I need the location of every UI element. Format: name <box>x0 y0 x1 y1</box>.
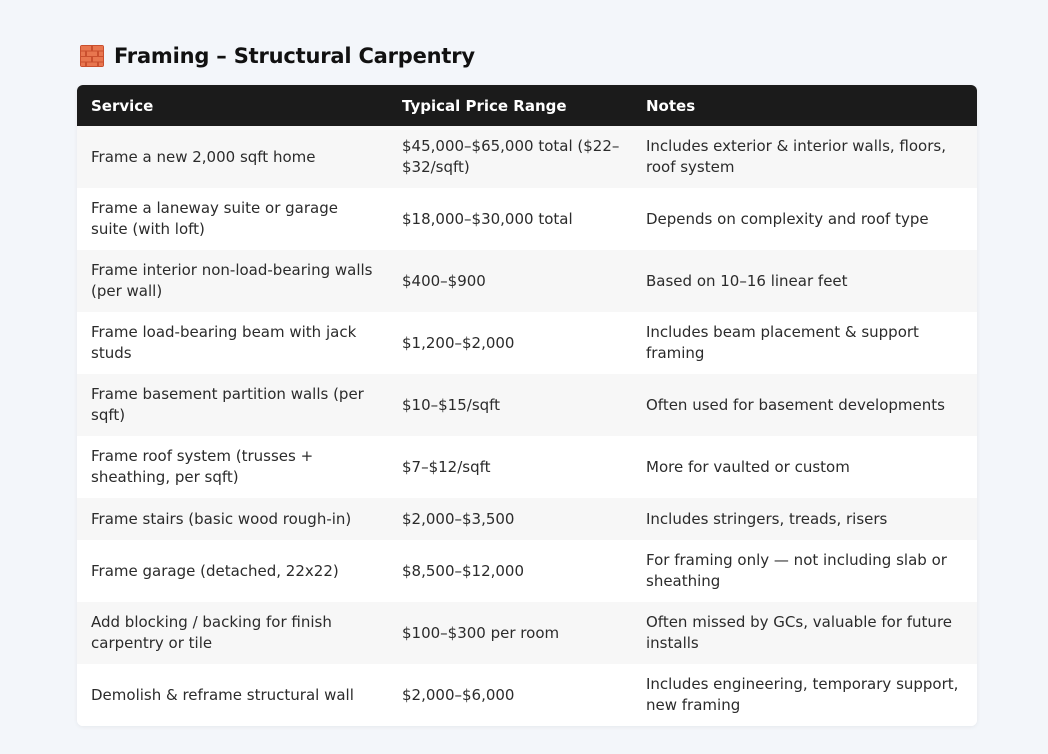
price-cell: $400–$900 <box>402 271 486 290</box>
price-cell: $8,500–$12,000 <box>402 561 525 580</box>
table-row <box>77 498 977 540</box>
service-cell: Frame a new 2,000 sqft home <box>91 147 316 166</box>
table-row <box>77 664 977 726</box>
table-body <box>77 126 977 726</box>
service-cell: Demolish & reframe structural wall <box>91 685 354 704</box>
table-row <box>77 312 977 374</box>
service-cell: Frame stairs (basic wood rough-in) <box>91 509 352 528</box>
notes-cell: For framing only — not including slab or sheathing <box>646 551 947 590</box>
price-cell: $2,000–$3,500 <box>402 509 515 528</box>
table-header <box>77 85 977 126</box>
column-header-price-range: Typical Price Range <box>402 96 567 115</box>
notes-cell: Includes exterior & interior walls, floors, roof system <box>646 137 946 176</box>
notes-cell: More for vaulted or custom <box>646 457 850 476</box>
price-cell: $18,000–$30,000 total <box>402 209 573 228</box>
service-cell: Frame roof system (trusses + sheathing, per sqft) <box>91 447 314 486</box>
notes-cell: Often used for basement developments <box>646 395 945 414</box>
notes-cell: Often missed by GCs, valuable for future installs <box>646 613 953 652</box>
service-cell: Frame load-bearing beam with jack studs <box>91 323 357 362</box>
table-row <box>77 540 977 602</box>
section-heading <box>80 40 475 72</box>
pricing-table <box>77 85 977 726</box>
service-cell: Frame garage (detached, 22x22) <box>91 561 339 580</box>
service-cell: Frame interior non-load-bearing walls (per wall) <box>91 261 373 300</box>
price-cell: $7–$12/sqft <box>402 457 491 476</box>
brick-icon <box>80 45 104 67</box>
service-cell: Frame basement partition walls (per sqft) <box>91 385 364 424</box>
notes-cell: Depends on complexity and roof type <box>646 209 929 228</box>
page-title: Framing – Structural Carpentry <box>114 44 475 68</box>
price-cell: $100–$300 per room <box>402 623 560 642</box>
table-row <box>77 436 977 498</box>
price-cell: $1,200–$2,000 <box>402 333 515 352</box>
table-row <box>77 188 977 250</box>
notes-cell: Includes engineering, temporary support, new framing <box>646 675 959 714</box>
column-header-notes: Notes <box>646 96 696 115</box>
table-row <box>77 250 977 312</box>
table-header-row <box>77 85 977 126</box>
service-cell: Frame a laneway suite or garage suite (with loft) <box>91 199 338 238</box>
notes-cell: Includes beam placement & support framing <box>646 323 919 362</box>
notes-cell: Based on 10–16 linear feet <box>646 271 848 290</box>
table-row <box>77 602 977 664</box>
pricing-table-card <box>77 85 977 726</box>
column-header-service: Service <box>91 96 154 115</box>
table-row <box>77 374 977 436</box>
price-cell: $2,000–$6,000 <box>402 685 515 704</box>
service-cell: Add blocking / backing for finish carpentry or tile <box>91 613 332 652</box>
notes-cell: Includes stringers, treads, risers <box>646 509 888 528</box>
price-cell: $45,000–$65,000 total ($22–$32/sqft) <box>402 137 620 176</box>
price-cell: $10–$15/sqft <box>402 395 501 414</box>
table-row <box>77 126 977 188</box>
